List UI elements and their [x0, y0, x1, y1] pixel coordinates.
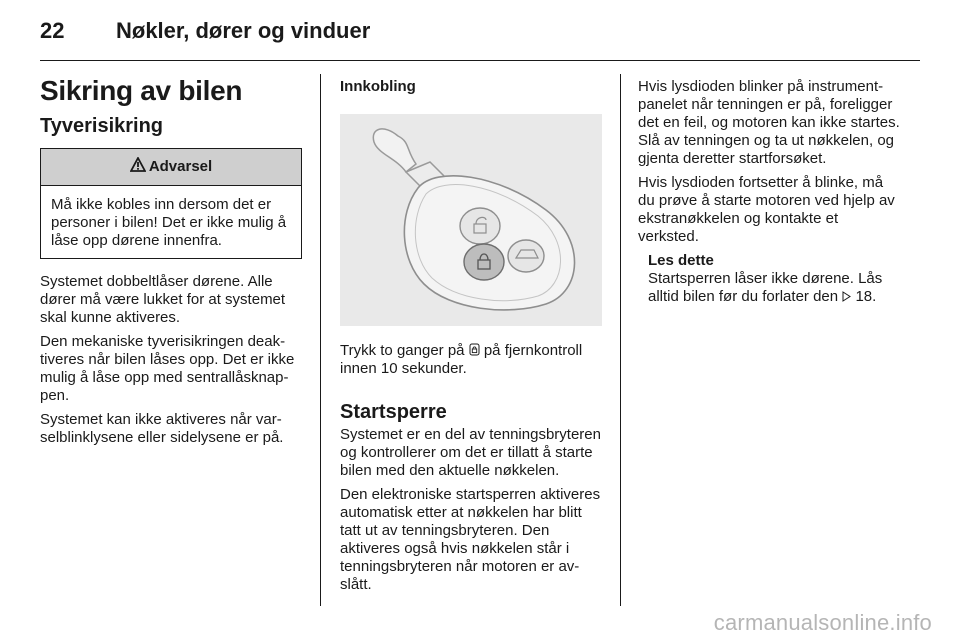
column-divider [620, 74, 621, 606]
paragraph: Hvis lysdioden blinker på instrumentpanelet når tenningen er på, foreligger det en feil, og motoren kan ikke startes. Slå av tenningen og ta ut nøkkelen, og gjenta deretter startforsøket. [638, 78, 900, 167]
instruction-text: Trykk to ganger på på fjernkontroll innen 10 sekunder. [340, 342, 583, 377]
paragraph: Den mekaniske tyverisikringen deaktiveres når bilen låses opp. Det er ikke mulig å låse opp med sentrallåsknappen. [40, 333, 295, 404]
warning-triangle-icon [130, 157, 146, 177]
warning-body: Må ikke kobles inn dersom det er personer i bilen! Det er ikke mulig å låse opp dørene innenfra. [51, 196, 287, 249]
header-rule [40, 60, 920, 61]
warning-header [41, 149, 301, 186]
note-title: Les dette [648, 252, 714, 269]
page-reference: 18. [851, 288, 877, 305]
note-text: Startsperren låser ikke dørene. Lås alltid bilen før du forlater den 18. [648, 270, 883, 305]
lock-icon [469, 342, 480, 359]
section-subtitle: Tyverisikring [40, 115, 164, 137]
column-divider [320, 74, 321, 606]
chapter-title: Nøkler, dører og vinduer [116, 18, 371, 43]
note-box [648, 252, 902, 306]
paragraph: Hvis lysdioden fortsetter å blinke, må du prøve å starte motoren ved hjelp av ekstranøkkelen og kontakte et verksted. [638, 174, 895, 245]
paragraph: Systemet er en del av tenningsbryteren og kontrollerer om det er tillatt å starte bilen med den aktuelle nøkkelen. [340, 426, 601, 479]
paragraph: Den elektroniske startsperren aktiveres automatisk etter at nøkkelen har blitt tatt ut av tenningsbryteren. Den aktiveres også hvis nøkkelen står i tenningsbryteren når motoren er avslått. [340, 486, 601, 593]
watermark: carmanualsonline.info [713, 610, 932, 635]
column-1 [40, 70, 302, 453]
page-header [40, 14, 920, 54]
column-3 [638, 78, 902, 306]
warning-label: Advarsel [148, 158, 213, 175]
warning-box [40, 148, 302, 259]
page-number: 22 [40, 18, 65, 43]
remote-key-illustration [340, 114, 602, 326]
column-2 [340, 78, 602, 600]
page-reference-arrow-icon [842, 288, 851, 305]
section-heading: Innkobling [340, 78, 416, 95]
paragraph: Systemet kan ikke aktiveres når varselblinklysene eller sidelysene er på. [40, 411, 284, 446]
paragraph: Systemet dobbeltlåser dørene. Alle dører må være lukket for at systemet skal kunne aktiveres. [40, 273, 286, 326]
section-heading-startsperre: Startsperre [340, 401, 447, 423]
section-title: Sikring av bilen [40, 75, 243, 106]
